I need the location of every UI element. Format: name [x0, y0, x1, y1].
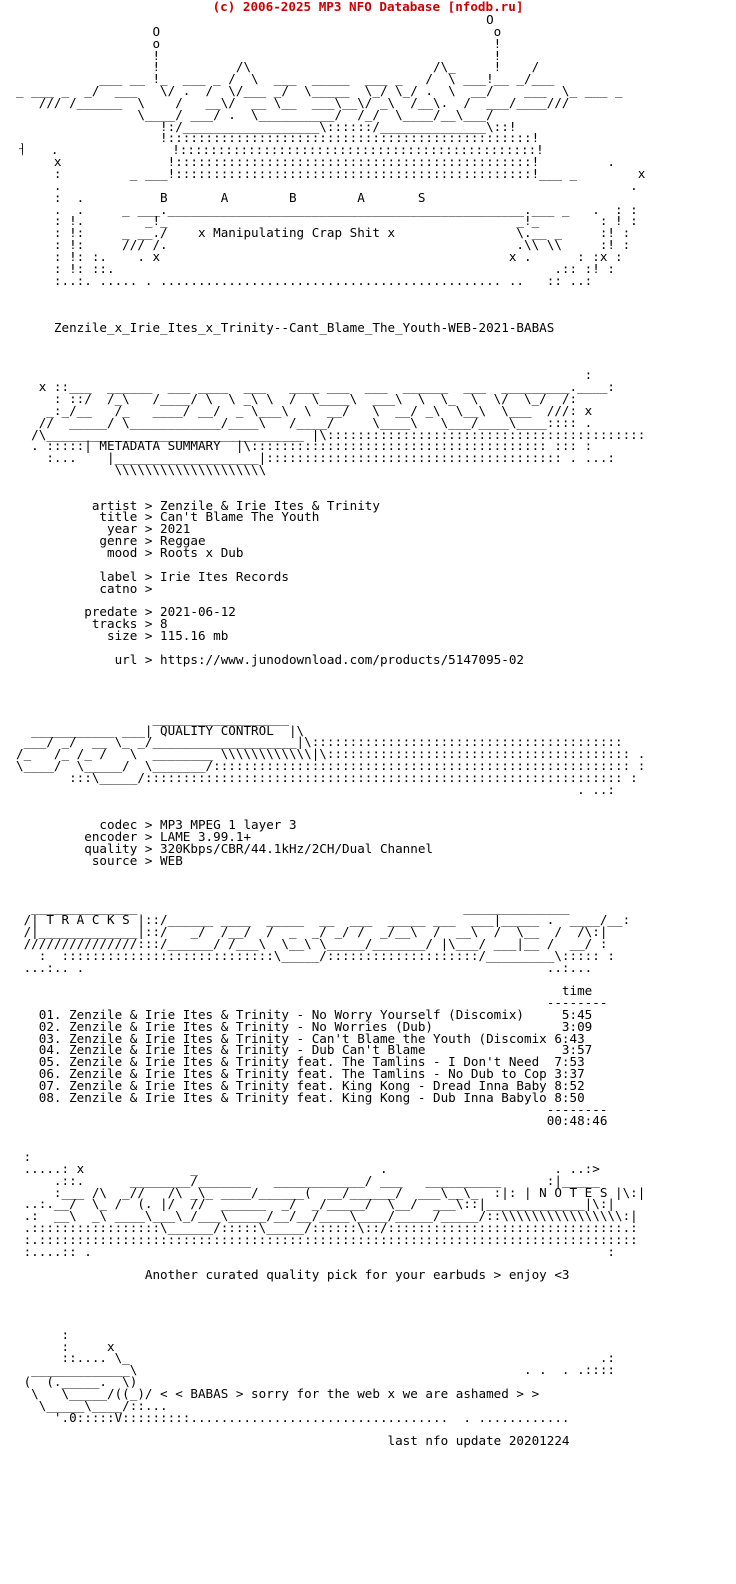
- nfo-line: artist > Zenzile & Irie Ites & Trinity: [16, 497, 380, 513]
- nfo-line: \ \_____/((_)/ < < BABAS > sorry for the web x we are ashamed > >: [16, 1385, 540, 1401]
- nfo-line: : ::::::::::::::::::::::::::::\_____/::::::::::::::::::::/_________\::::: :: [16, 947, 615, 963]
- nfo-line: :: [16, 367, 593, 383]
- nfo-line: ( (._____. \): [16, 1374, 138, 1390]
- nfo-line: _ ___ _ _/ ___ \/ . / \/___ _/ \_____ \_/ \_/ . \ __/ ___ \_ ___ _: [16, 83, 623, 99]
- nfo-line: ::.... \_ .:: [16, 1350, 615, 1366]
- nfo-line: Another curated quality pick for your earbuds > enjoy <3: [16, 1267, 570, 1283]
- nfo-line: :... |___________________|::::::::::::::::::::::::::::::::::::::: . ...:: [16, 450, 615, 466]
- nfo-line: o !: [16, 35, 502, 51]
- nfo-line: 01. Zenzile & Irie Ites & Trinity - No Worry Yourself (Discomix) 5:45: [16, 1006, 593, 1022]
- nfo-line: x !:::::::::::::::::::::::::::::::::::::::::::::::! .: [16, 154, 615, 170]
- nfo-line: : !: :. . x x . : :x :: [16, 248, 623, 264]
- nfo-line: source > WEB: [16, 852, 183, 868]
- nfo-line: : _ ___!:::::::::::::::::::::::::::::::::::::::::::::::!___ _ x: [16, 165, 646, 181]
- nfo-line: .....: x _ . . ..:>: [16, 1160, 600, 1176]
- nfo-line: /// /______ \ / __\/ __ \__ ___\__\/ _\ /__\. / ___/____///: [16, 94, 570, 110]
- nfo-line: :: [16, 1326, 70, 1342]
- nfo-line: time: [16, 983, 593, 999]
- nfo-line: ______________ ______________: [16, 900, 570, 916]
- nfo-line: ㅓ . !:::::::::::::::::::::::::::::::::::::::::::::::!: [16, 142, 544, 158]
- nfo-line: 08. Zenzile & Irie Ites & Trinity feat. King Kong - Dub Inna Babylo 8:50: [16, 1089, 585, 1105]
- nfo-line: '.0:::::V:::::::::.................................. . ............: [16, 1409, 570, 1425]
- nfo-line: last nfo update 20201224: [16, 1433, 570, 1449]
- nfo-line: O o: [16, 23, 502, 39]
- nfo-line: 02. Zenzile & Irie Ites & Trinity - No Worries (Dub) 3:09: [16, 1018, 593, 1034]
- nfo-line: ___/ _/ __ \_ _/___________________|\:::::::::::::::::::::::::::::::::::::::::: [16, 734, 623, 750]
- nfo-text-body: [16, 14, 645, 1447]
- nfo-line: ///////////////:::/______/ /___\ \__\ \_____/_______/ |\___/ ___|__ / __/ :: [16, 935, 608, 951]
- nfo-line: predate > 2021-06-12: [16, 604, 236, 620]
- nfo-line: x ::___ ______ ___ ____ ___ ____ ___ ___ ______ ___ _________.____:: [16, 379, 615, 395]
- nfo-line: url > https://www.junodownload.com/products/5147095-02: [16, 651, 524, 667]
- nfo-line: ! /\ /\_ ! /: [16, 59, 540, 75]
- nfo-line: /\_________ ________________________ |\::::::::::::::::::::::::::::::::::::::::::: [16, 426, 646, 442]
- nfo-line: ___ __ !_ ___ _ / \ ___ _____ ___ _ / \ ___!__ _/___: [16, 71, 555, 87]
- nfo-line: // _____/ \____________/____\ /____/ \____\ \___/____\____:::: .: [16, 414, 593, 430]
- nfo-line: . :::::| METADATA SUMMARY |\::::::::::::::::::::::::::::::::::::::: ::: :: [16, 438, 593, 454]
- nfo-line: --------: [16, 995, 608, 1011]
- nfo-line: label > Irie Ites Records: [16, 568, 289, 584]
- nfo-line: title > Can't Blame The Youth: [16, 509, 320, 525]
- nfo-line: quality > 320Kbps/CBR/44.1kHz/2CH/Dual Channel: [16, 841, 434, 857]
- nfo-line: 03. Zenzile & Irie Ites & Trinity - Can't Blame the Youth (Discomix 6:43: [16, 1030, 585, 1046]
- nfo-line: : x: [16, 1338, 115, 1354]
- nfo-line: size > 115.16 mb: [16, 627, 229, 643]
- nfo-line: : !: _ __./ x Manipulating Crap Shit x \.__ _ :! :: [16, 225, 631, 241]
- nfo-line: : ::/ /_\ /____/ \ \ _\ \ / \____\ ___\ \ \_ \ \/ \_/ /:: [16, 391, 578, 406]
- nfo-line: :::\_____/::::::::::::::::::::::::::::::::::::::::::::::::::::::::::::::: :: [16, 770, 638, 785]
- nfo-line: 07. Zenzile & Irie Ites & Trinity feat. King Kong - Dread Inna Baby 8:52: [16, 1077, 585, 1093]
- nfo-line: .::. ________/_______ ____________/ ___ __________ :|_____: [16, 1172, 600, 1188]
- nfo-line: /_ /_ /_ / \ ________ \\\\\\\\\\\\|\:::::::::::::::::::::::::::::::::::::::: .: [16, 746, 646, 762]
- nfo-line: : !: ::. .:: :! :: [16, 260, 615, 276]
- nfo-line: 05. Zenzile & Irie Ites & Trinity feat. The Tamlins - I Don't Need 7:53: [16, 1054, 585, 1070]
- nfo-line: catno >: [16, 580, 153, 596]
- nfo-line: . . _ ___._______________________________________________.___ _ . : :: [16, 201, 638, 217]
- copyright-header: (c) 2006-2025 MP3 NFO Database [nfodb.ru]: [212, 0, 524, 14]
- nfo-line: : . B A B A S: [16, 189, 426, 205]
- nfo-line: \_____\____/::...: [16, 1397, 168, 1413]
- nfo-line: .:::::::::::::::::\______/:::::\_____/::::::\::/:::::::::::::::::::::::::::::::.:: [16, 1220, 638, 1236]
- nfo-line: . ..:: [16, 781, 615, 797]
- nfo-line: 06. Zenzile & Irie Ites & Trinity feat. The Tamlins - No Dub to Cop 3:37: [16, 1066, 585, 1082]
- nfo-line: : !: /// /. .\\ \\ :! :: [16, 237, 631, 253]
- nfo-line: mood > Roots x Dub: [16, 544, 244, 560]
- nfo-line: __________________: [16, 710, 289, 726]
- nfo-line: _:_/__ /_ ____/ __/ _ \___\ \ __/ \ __/ _\ \__\ \___ ///: x: [16, 402, 593, 418]
- nfo-line: tracks > 8: [16, 616, 168, 632]
- nfo-line: \____/ \_____/ \_______/::::::::::::::::::::::::::::::::::::::::::::::::::::::: :: [16, 758, 646, 774]
- nfo-line: ___________ ___| QUALITY CONTROL |\: [16, 722, 305, 738]
- nfo-line: :: [16, 1149, 32, 1164]
- nfo-line: \____/ ___/ . \__________/ /_/ \____/__\___/: [16, 106, 494, 122]
- nfo-line: --------: [16, 1101, 608, 1117]
- nfo-line: ..:.__/ \_ / (. |/ // ______ _/ _/_____/ \__/ ___\::|_____________|\:|: [16, 1196, 615, 1212]
- nfo-line: :___ /\ _// /\ _\_ ____/______( __/______/ ___\__\_ :|: | N O T E S |\:|: [16, 1184, 646, 1200]
- nfo-line: . .: [16, 177, 638, 193]
- nfo-line: ! !: [16, 47, 502, 63]
- nfo-line: /|_____________|::/ _/ /__/ / _ _/ _/ / _/__\ / __\ / \__ / /\:|: [16, 923, 608, 939]
- nfo-line: encoder > LAME 3.99.1+: [16, 829, 252, 845]
- nfo-line: _____________\ . . . .::::: [16, 1362, 615, 1378]
- nfo-line: codec > MP3 MPEG 1 layer 3: [16, 817, 297, 833]
- nfo-line: :.:::::::::::::::::::::::::::::::::::::::::::::::::::::::::::::::::::::::::::::::: [16, 1231, 638, 1247]
- nfo-line: !::::::::::::::::::::::::::::::::::::::::::::::::!: [16, 130, 540, 146]
- nfo-line: Zenzile_x_Irie_Ites_x_Trinity--Cant_Blame_The_Youth-WEB-2021-BABAS: [16, 319, 555, 335]
- nfo-line: year > 2021: [16, 521, 191, 537]
- nfo-line: O: [16, 12, 494, 27]
- nfo-line: ...:.. . ..:...: [16, 959, 593, 975]
- nfo-line: .: __\ _\ ____\___\_/___\_____/__/__/____\____/_____/_____/::\\\\\\\\\\\\\\\\:|: [16, 1208, 638, 1224]
- nfo-line: /| T R A C K S |::/______ ____ _____ __ ___ _____ ___ ___|_____ . ____/__:: [16, 912, 631, 928]
- nfo-line: : !. _!_ _!_ : ! :: [16, 213, 638, 229]
- nfo-line: genre > Reggae: [16, 533, 206, 549]
- nfo-line: :....:: . :: [16, 1243, 615, 1259]
- nfo-line: \\\\\\\\\\\\\\\\\\\\: [16, 462, 267, 478]
- nfo-line: !:/__________________\::::::/______________\::!: [16, 118, 517, 134]
- nfo-line: :..:. ..... . ............................................. .. :: ..:: [16, 272, 593, 288]
- nfo-line: 00:48:46: [16, 1113, 608, 1129]
- nfo-line: 04. Zenzile & Irie Ites & Trinity - Dub Can't Blame 3:57: [16, 1042, 593, 1058]
